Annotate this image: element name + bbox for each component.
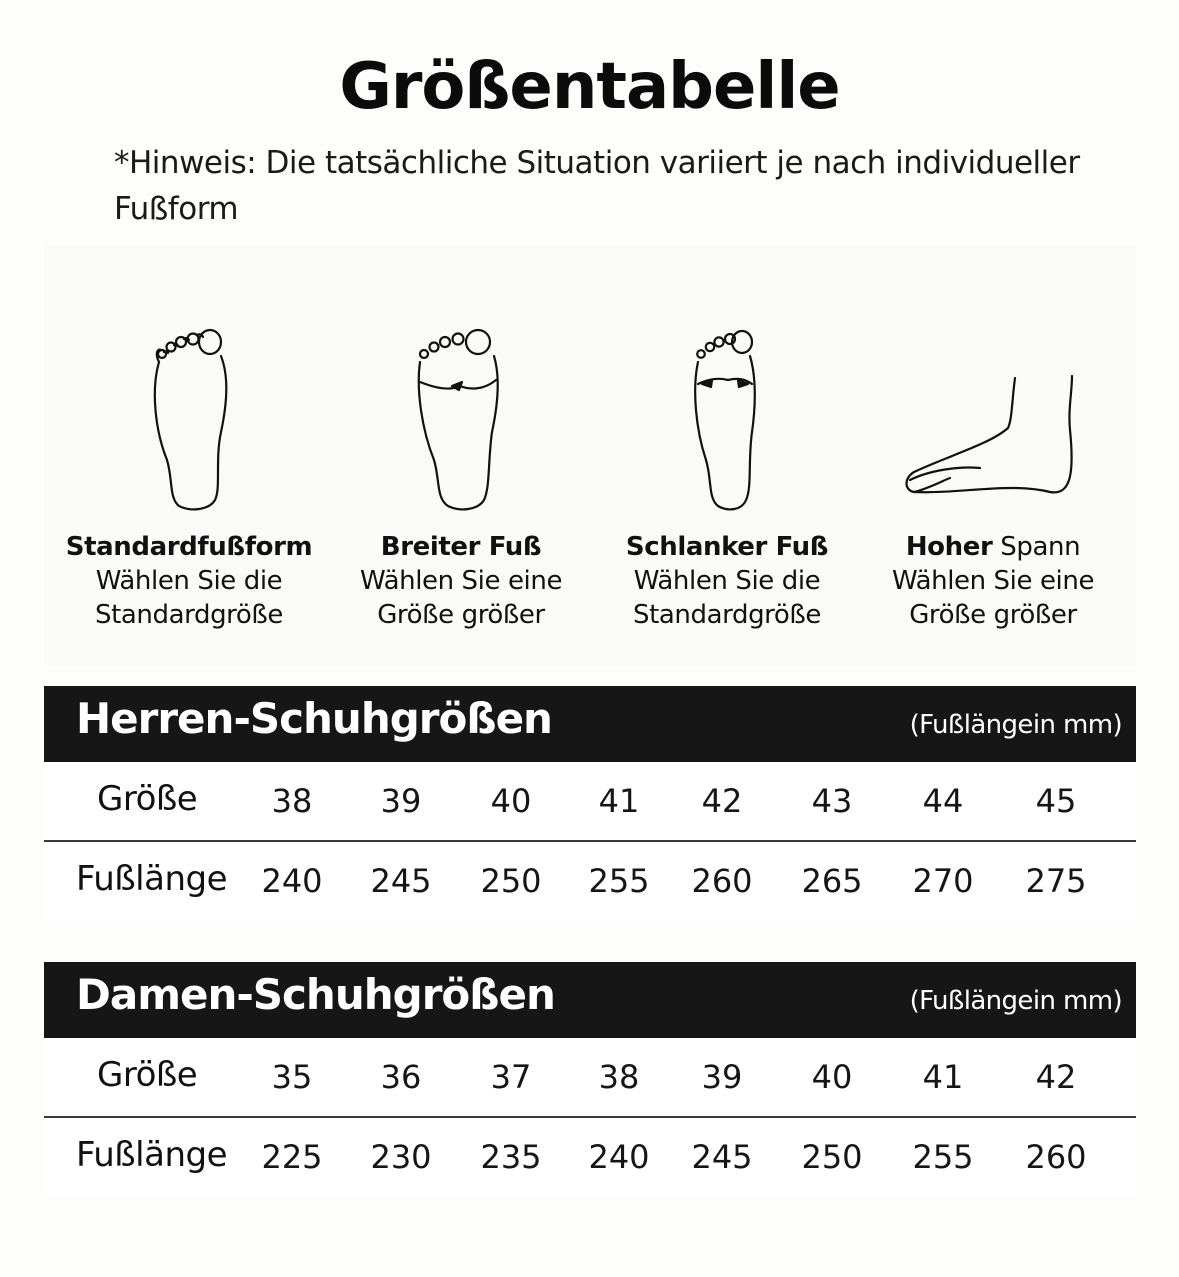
foot-type-name: Breiter Fuß (380, 532, 542, 562)
foot-type-name-extra: Spann (992, 532, 1081, 562)
high-instep-foot-icon (900, 320, 1080, 515)
foot-type-name: Schlanker Fuß (625, 532, 829, 562)
size-cell: 45 (1035, 782, 1077, 820)
size-cell: 43 (811, 782, 853, 820)
length-cell: 240 (588, 1138, 650, 1176)
length-cell: 250 (480, 862, 542, 900)
foot-type-advice: Wählen Sie eine (359, 566, 563, 596)
size-label: Größe (97, 779, 198, 819)
women-table-header (44, 962, 1136, 1038)
foot-type-advice: Wählen Sie eine (891, 566, 1095, 596)
foot-type-name: Hoher (905, 532, 993, 562)
length-cell: 260 (691, 862, 753, 900)
length-cell: 250 (801, 1138, 863, 1176)
length-cell: 260 (1025, 1138, 1087, 1176)
size-cell: 40 (490, 782, 532, 820)
length-label: Fußlänge (76, 859, 227, 899)
length-cell: 235 (480, 1138, 542, 1176)
foot-type-advice: Standardgröße (633, 600, 821, 630)
foot-type-high-instep (853, 530, 1133, 632)
length-cell: 265 (801, 862, 863, 900)
men-size-table (44, 686, 1136, 920)
size-cell: 40 (811, 1058, 853, 1096)
fit-note: *Hinweis: Die tatsächliche Situation variiert je nach individueller Fußform (114, 145, 1080, 227)
length-cell: 245 (691, 1138, 753, 1176)
foot-type-name: Standardfußform (65, 532, 313, 562)
length-cell: 245 (370, 862, 432, 900)
size-cell: 38 (271, 782, 313, 820)
men-table-title: Herren-Schuhgrößen (76, 694, 552, 743)
size-cell: 38 (598, 1058, 640, 1096)
foot-type-advice: Standardgröße (95, 600, 283, 630)
length-cell: 240 (261, 862, 323, 900)
women-size-row (44, 1038, 1136, 1118)
men-table-unit: (Fußlängein mm) (909, 710, 1122, 740)
foot-type-advice: Wählen Sie die (95, 566, 283, 596)
size-label: Größe (97, 1055, 198, 1095)
size-cell: 42 (701, 782, 743, 820)
length-cell: 275 (1025, 862, 1087, 900)
foot-type-standard (49, 530, 329, 632)
wide-foot-icon (390, 320, 530, 515)
women-size-table (44, 962, 1136, 1196)
foot-type-advice: Größe größer (377, 600, 545, 630)
foot-type-advice: Wählen Sie die (633, 566, 821, 596)
size-cell: 41 (598, 782, 640, 820)
standard-foot-icon (121, 320, 261, 515)
size-cell: 44 (922, 782, 964, 820)
foot-type-slim (587, 530, 867, 632)
length-cell: 255 (588, 862, 650, 900)
size-cell: 41 (922, 1058, 964, 1096)
size-cell: 39 (701, 1058, 743, 1096)
length-cell: 255 (912, 1138, 974, 1176)
women-table-unit: (Fußlängein mm) (909, 986, 1122, 1016)
foot-type-wide (321, 530, 601, 632)
length-cell: 230 (370, 1138, 432, 1176)
size-cell: 36 (380, 1058, 422, 1096)
women-length-row (44, 1118, 1136, 1196)
size-cell: 35 (271, 1058, 313, 1096)
page-title: Größentabelle (339, 50, 840, 124)
size-cell: 42 (1035, 1058, 1077, 1096)
size-cell: 37 (490, 1058, 532, 1096)
slim-foot-icon (658, 320, 798, 515)
women-table-title: Damen-Schuhgrößen (76, 970, 555, 1019)
length-cell: 225 (261, 1138, 323, 1176)
length-cell: 270 (912, 862, 974, 900)
men-size-row (44, 762, 1136, 842)
foot-type-advice: Größe größer (909, 600, 1077, 630)
size-cell: 39 (380, 782, 422, 820)
men-table-header (44, 686, 1136, 762)
men-length-row (44, 842, 1136, 920)
length-label: Fußlänge (76, 1135, 227, 1175)
